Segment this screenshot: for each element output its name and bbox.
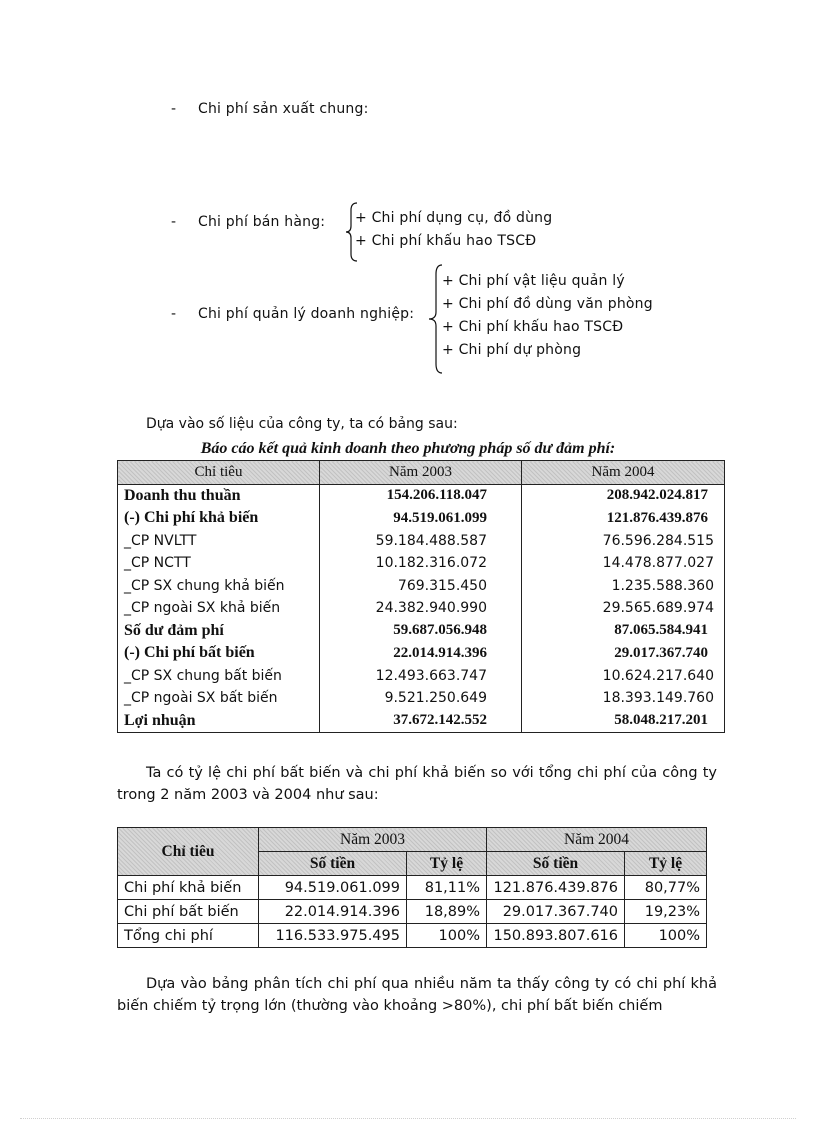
header-2004: Năm 2004 [487, 828, 707, 852]
row-label: (-) Chi phí khả biến [118, 507, 320, 530]
header-chi-tieu: Chỉ tiêu [118, 828, 259, 876]
value-2004: 58.048.217.201 [522, 710, 725, 733]
ban-hang-item: + Chi phí dụng cụ, đồ dùng [355, 210, 553, 226]
value-2003: 9.521.250.649 [320, 687, 522, 710]
table-row [118, 710, 725, 733]
table-row [118, 900, 707, 924]
header-ty-le: Tỷ lệ [407, 852, 487, 876]
row-label: Chi phí khả biến [118, 876, 259, 900]
bullet-dash: - [171, 101, 177, 117]
table-row [118, 620, 725, 643]
value-2004: 208.942.024.817 [522, 484, 725, 507]
table-row [118, 484, 725, 507]
header-so-tien: Số tiền [259, 852, 407, 876]
bullet-sx-chung: Chi phí sản xuất chung: [198, 101, 369, 117]
table-row [118, 530, 725, 553]
header-so-tien: Số tiền [487, 852, 625, 876]
table-row [118, 552, 725, 575]
income-statement-table [117, 460, 725, 733]
header-2003: Năm 2003 [259, 828, 487, 852]
ratio-2003: 100% [407, 924, 487, 948]
row-label: Doanh thu thuần [118, 484, 320, 507]
value-2003: 59.184.488.587 [320, 530, 522, 553]
amount-2003: 116.533.975.495 [259, 924, 407, 948]
value-2004: 10.624.217.640 [522, 665, 725, 688]
row-label: (-) Chi phí bất biến [118, 642, 320, 665]
table-row [118, 507, 725, 530]
ratio-2003: 81,11% [407, 876, 487, 900]
row-label: Tổng chi phí [118, 924, 259, 948]
value-2004: 29.565.689.974 [522, 597, 725, 620]
row-label: _CP SX chung bất biến [118, 665, 320, 688]
value-2004: 1.235.588.360 [522, 575, 725, 598]
row-label: _CP NCTT [118, 552, 320, 575]
header-2004: Năm 2004 [522, 461, 725, 485]
table-row [118, 687, 725, 710]
amount-2004: 150.893.807.616 [487, 924, 625, 948]
value-2004: 14.478.877.027 [522, 552, 725, 575]
header-2003: Năm 2003 [320, 461, 522, 485]
value-2003: 10.182.316.072 [320, 552, 522, 575]
header-ty-le: Tỷ lệ [625, 852, 707, 876]
value-2003: 12.493.663.747 [320, 665, 522, 688]
value-2004: 29.017.367.740 [522, 642, 725, 665]
value-2003: 37.672.142.552 [320, 710, 522, 733]
quan-ly-item: + Chi phí khấu hao TSCĐ [442, 319, 624, 335]
intro-text: Dựa vào số liệu của công ty, ta có bảng sau: [146, 416, 458, 432]
bullet-quan-ly: Chi phí quản lý doanh nghiệp: [198, 306, 415, 322]
table-row [118, 876, 707, 900]
row-label: Chi phí bất biến [118, 900, 259, 924]
ratio-2003: 18,89% [407, 900, 487, 924]
amount-2004: 29.017.367.740 [487, 900, 625, 924]
bullet-ban-hang: Chi phí bán hàng: [198, 214, 326, 230]
bullet-dash: - [171, 214, 177, 230]
value-2003: 769.315.450 [320, 575, 522, 598]
table-row [118, 642, 725, 665]
amount-2004: 121.876.439.876 [487, 876, 625, 900]
cost-ratio-table [117, 827, 707, 948]
value-2003: 24.382.940.990 [320, 597, 522, 620]
table-row [118, 597, 725, 620]
quan-ly-item: + Chi phí đồ dùng văn phòng [442, 296, 653, 312]
value-2004: 121.876.439.876 [522, 507, 725, 530]
value-2004: 87.065.584.941 [522, 620, 725, 643]
quan-ly-item: + Chi phí dự phòng [442, 342, 582, 358]
table-row [118, 665, 725, 688]
table1-title: Báo cáo kết quả kinh doanh theo phương pháp số dư đảm phí: [200, 440, 616, 457]
analysis-paragraph: Dựa vào bảng phân tích chi phí qua nhiều năm ta thấy công ty có chi phí khả biến chiếm tỷ trọng lớn (thường vào khoảng >80%), chi phí bất biến chiếm [117, 976, 717, 1014]
row-label: _CP ngoài SX khả biến [118, 597, 320, 620]
row-label: _CP SX chung khả biến [118, 575, 320, 598]
ratio-paragraph: Ta có tỷ lệ chi phí bất biến và chi phí khả biến so với tổng chi phí của công ty trong 2 năm 2003 và 2004 như sau: [117, 765, 717, 803]
value-2004: 76.596.284.515 [522, 530, 725, 553]
amount-2003: 22.014.914.396 [259, 900, 407, 924]
table-row [118, 575, 725, 598]
value-2003: 94.519.061.099 [320, 507, 522, 530]
row-label: _CP NVLTT [118, 530, 320, 553]
header-chi-tieu: Chỉ tiêu [118, 461, 320, 485]
value-2003: 59.687.056.948 [320, 620, 522, 643]
table-row [118, 924, 707, 948]
value-2004: 18.393.149.760 [522, 687, 725, 710]
quan-ly-item: + Chi phí vật liệu quản lý [442, 273, 625, 289]
row-label: Lợi nhuận [118, 710, 320, 733]
bullet-dash: - [171, 306, 177, 322]
value-2003: 22.014.914.396 [320, 642, 522, 665]
ratio-2004: 19,23% [625, 900, 707, 924]
page-footer-divider [20, 1118, 796, 1119]
amount-2003: 94.519.061.099 [259, 876, 407, 900]
ban-hang-item: + Chi phí khấu hao TSCĐ [355, 233, 537, 249]
value-2003: 154.206.118.047 [320, 484, 522, 507]
ratio-2004: 80,77% [625, 876, 707, 900]
row-label: Số dư đảm phí [118, 620, 320, 643]
row-label: _CP ngoài SX bất biến [118, 687, 320, 710]
ratio-2004: 100% [625, 924, 707, 948]
